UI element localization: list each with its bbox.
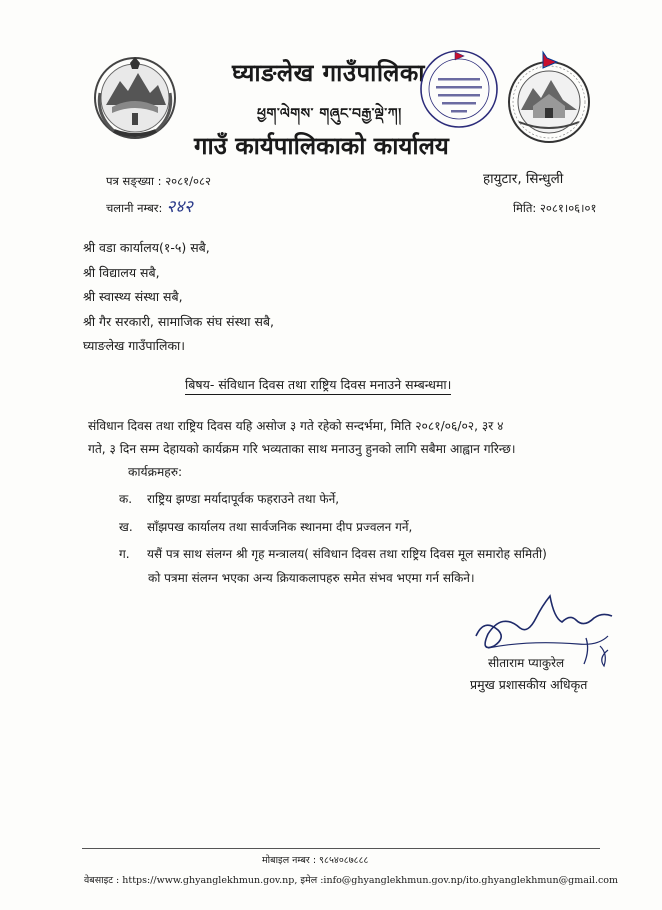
program-item bbox=[119, 518, 412, 535]
footer-mobile: मोबाइल नम्बर : ९८५४०८७८८८ bbox=[262, 855, 369, 866]
footer-contact: वेबसाइट : https://www.ghyanglekhmun.gov.np, इमेल :info@ghyanglekhmun.gov.np/ito.ghyanglekhmun@gmail.com bbox=[84, 875, 619, 886]
nepal-coat-of-arms-icon bbox=[92, 55, 178, 141]
program-continuation: को पत्रमा संलग्न भएका अन्य क्रियाकलापहरु समेत संभव भएमा गर्न सकिने। bbox=[148, 571, 475, 585]
letter-date: मिति: २०८१।०६।०१ bbox=[513, 201, 597, 215]
letter-number: पत्र सङ्ख्या : २०८१/०८२ bbox=[106, 174, 211, 188]
recipient-item: श्री वडा कार्यालय(१-५) सबै, bbox=[83, 240, 210, 255]
program-text: साँझपख कार्यालय तथा सार्वजनिक स्थानमा दीप प्रज्वलन गर्ने, bbox=[147, 520, 413, 534]
recipient-item: श्री स्वास्थ्य संस्था सबै, bbox=[83, 289, 183, 304]
program-marker: ग. bbox=[119, 547, 130, 561]
dispatch-number-handwritten: २४२ bbox=[166, 197, 193, 217]
signer-name: सीताराम प्याकुरेल bbox=[488, 656, 565, 670]
programs-heading: कार्यक्रमहरु: bbox=[128, 465, 183, 479]
signer-role: प्रमुख प्रशासकीय अधिकृत bbox=[470, 677, 588, 692]
office-location: हायुटार, सिन्धुली bbox=[483, 171, 564, 187]
letter-subject: बिषय- संविधान दिवस तथा राष्ट्रिय दिवस मनाउने सम्बन्धमा। bbox=[185, 376, 451, 395]
recipient-item: घ्याङलेख गाउँपालिका। bbox=[83, 338, 186, 353]
program-text: यसैं पत्र साथ संलग्न श्री गृह मन्त्रालय( संविधान दिवस तथा राष्ट्रिय दिवस मूल समारोह समिती) bbox=[147, 547, 547, 561]
recipient-item: श्री गैर सरकारी, सामाजिक संघ संस्था सबै, bbox=[83, 313, 275, 329]
letter-body bbox=[88, 415, 588, 461]
program-marker: ख. bbox=[119, 520, 133, 534]
municipality-logo-icon bbox=[503, 48, 595, 148]
program-item bbox=[119, 490, 339, 507]
municipality-title: घ्याङलेख गाउँपालिका bbox=[232, 59, 426, 87]
official-stamp-icon bbox=[418, 48, 500, 130]
recipient-item: श्री विद्यालय सबै, bbox=[83, 264, 160, 280]
body-line: संविधान दिवस तथा राष्ट्रिय दिवस यहि असोज ३ गते रहेको सन्दर्भमा, मिति २०८१/०६/०२, ३र ४ bbox=[88, 419, 504, 433]
dispatch-number-line bbox=[106, 194, 193, 217]
recipient-list bbox=[83, 236, 274, 359]
program-item bbox=[119, 545, 547, 562]
program-text: राष्ट्रिय झण्डा मर्यादापूर्वक फहराउने तथा फेर्ने, bbox=[147, 492, 340, 506]
footer-divider bbox=[82, 848, 600, 849]
dispatch-label: चलानी नम्बर: bbox=[106, 201, 163, 215]
municipality-title-tibetan: ཕྱག་ལེགས་ གཞུང་བརྒྱ་ལྡེ་ཀ། bbox=[257, 106, 402, 122]
body-line: गते, ३ दिन सम्म देहायको कार्यक्रम गरि भव्यताका साथ मनाउनु हुनको लागि सबैमा आह्वान गरिन्छ। bbox=[88, 442, 516, 456]
program-marker: क. bbox=[119, 492, 133, 506]
office-title: गाउँ कार्यपालिकाको कार्यालय bbox=[194, 132, 449, 160]
